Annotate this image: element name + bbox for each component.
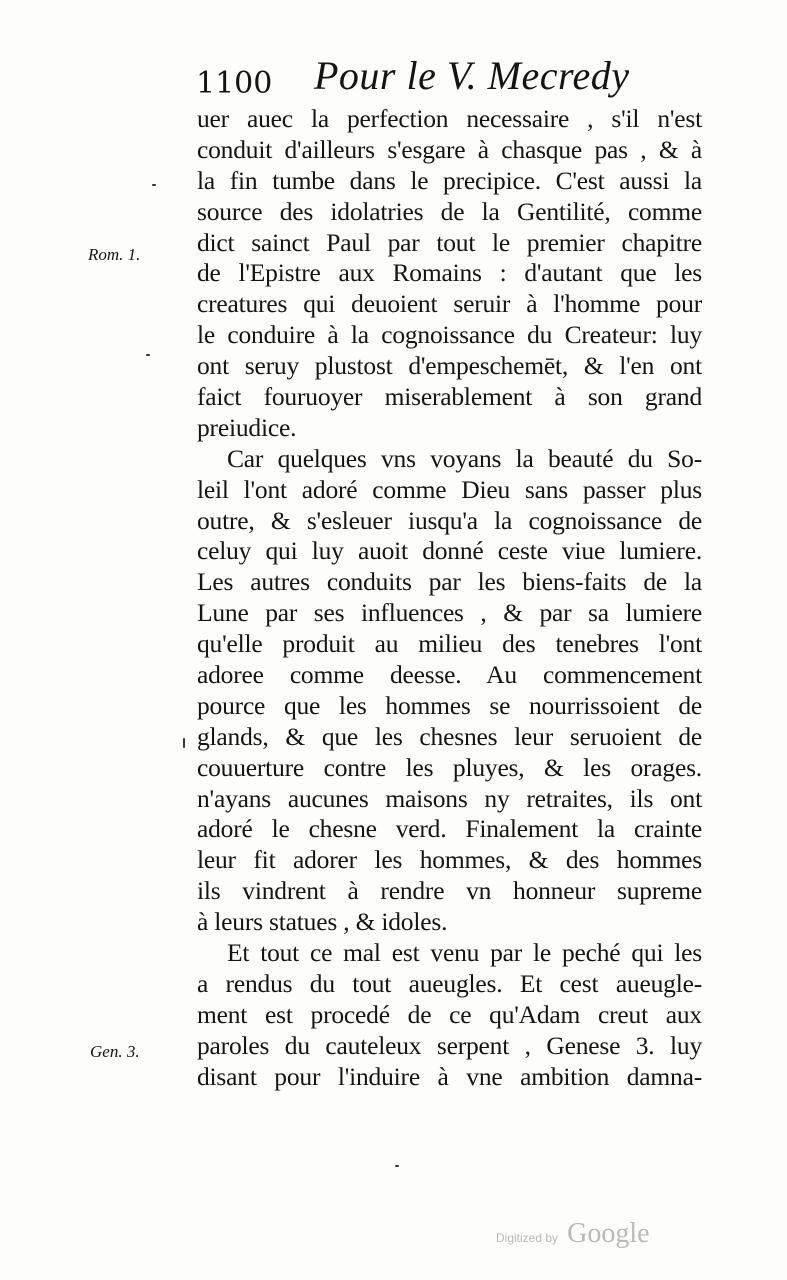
text-line: leur fit adorer les hommes, & des hommes [197,845,702,875]
watermark-brand: Google [567,1218,650,1249]
text-line: Lune par ses influences , & par sa lumiere [197,598,702,628]
body-text [197,104,702,1093]
text-line: couuerture contre les pluyes, & les orages. [197,752,702,782]
ink-speck [395,1165,399,1167]
ink-speck [146,354,150,356]
text-line: uer auec la perfection necessaire , s'il n'est [197,104,702,133]
text-line: dict sainct Paul par tout le premier chapitre [197,227,702,257]
text-line: Les autres conduits par les biens-faits de la [197,567,702,597]
text-line: n'ayans aucunes maisons ny retraites, ils ont [197,783,702,813]
text-line: preiudice. [197,412,297,442]
page-number: 1100 [196,66,273,101]
text-line: ont seruy plustost d'empeschemēt, & l'en ont [197,351,702,381]
text-line: creatures qui deuoient seruir à l'homme pour [197,289,702,319]
ink-speck [183,738,185,748]
margin-note-gen: Gen. 3. [90,1042,140,1061]
text-line: de l'Epistre aux Romains : d'autant que les [197,258,702,288]
running-title: Pour le V. Mecredy [314,53,630,98]
text-line: pource que les hommes se nourrissoient de [197,690,702,720]
watermark-prefix: Digitized by [496,1231,559,1245]
text-line: source des idolatries de la Gentilité, comme [197,196,702,226]
margin-note-rom: Rom. 1. [88,245,141,264]
text-line: disant pour l'induire à vne ambition damna- [197,1061,702,1091]
text-line: ment est procedé de ce qu'Adam creut aux [197,999,702,1029]
text-line: leil l'ont adoré comme Dieu sans passer plus [197,474,702,504]
text-line: à leurs statues , & idoles. [197,907,448,937]
text-line: le conduire à la cognoissance du Createur: luy [197,320,702,350]
text-line: Car quelques vns voyans la beauté du So- [227,443,702,473]
text-line: outre, & s'esleuer iusqu'a la cognoissance de [197,505,702,535]
text-line: celuy qui luy auoit donné ceste viue lumiere. [197,536,702,566]
text-line: qu'elle produit au milieu des tenebres l'ont [197,629,702,659]
text-line: conduit d'ailleurs s'esgare à chasque pas , & à [197,134,702,164]
text-line: paroles du cauteleux serpent , Genese 3. luy [197,1030,702,1060]
text-line: adoree comme deesse. Au commencement [197,660,702,690]
digitized-by-google-watermark [496,1218,650,1250]
text-line: ils vindrent à rendre vn honneur supreme [197,876,702,906]
text-line: adoré le chesne verd. Finalement la crainte [197,814,702,844]
page-header [196,52,696,104]
text-line: a rendus du tout aueugles. Et cest aueugle- [197,968,702,998]
text-line: Et tout ce mal est venu par le peché qui les [227,938,702,968]
text-line: glands, & que les chesnes leur seruoient de [197,721,702,751]
text-line: faict fouruoyer miserablement à son grand [197,382,702,412]
text-line: la fin tumbe dans le precipice. C'est aussi la [197,165,702,195]
ink-speck [152,184,156,186]
